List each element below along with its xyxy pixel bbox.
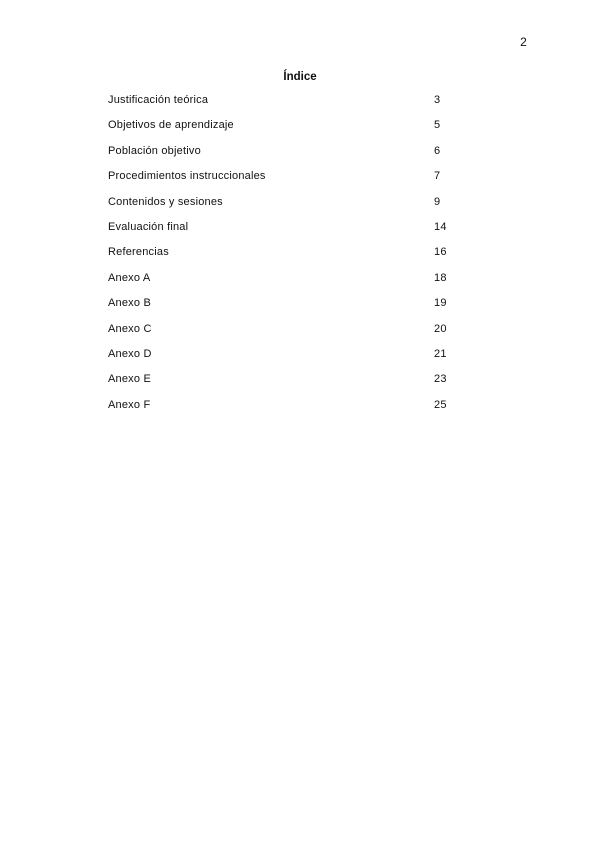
toc-entry-page: 6 bbox=[434, 144, 441, 157]
toc-entry bbox=[108, 323, 468, 348]
toc-entry-label: Justificación teórica bbox=[108, 94, 209, 106]
toc-entry bbox=[108, 399, 468, 424]
toc-entry-label: Contenidos y sesiones bbox=[108, 195, 223, 208]
toc-entry-page: 25 bbox=[434, 398, 447, 411]
toc-entry-label: Anexo C bbox=[108, 322, 152, 335]
toc-entry-label: Anexo B bbox=[108, 297, 151, 310]
toc-entry-label: Anexo F bbox=[108, 398, 151, 411]
toc-entry-page: 23 bbox=[434, 373, 447, 386]
toc-entry-page: 5 bbox=[434, 119, 441, 132]
toc-entry bbox=[108, 119, 468, 144]
toc-entry bbox=[108, 297, 468, 322]
toc-entry-label: Anexo D bbox=[108, 347, 152, 360]
toc-entry-page: 21 bbox=[434, 347, 447, 360]
toc-title: Índice bbox=[283, 71, 317, 83]
toc-entry-label: Anexo A bbox=[108, 271, 151, 284]
toc-entry bbox=[108, 170, 468, 195]
page-number: 2 bbox=[520, 35, 527, 49]
toc-entry-page: 19 bbox=[434, 297, 447, 310]
toc-entry-page: 20 bbox=[434, 322, 447, 335]
toc-entry-page: 3 bbox=[434, 94, 441, 106]
toc-entry-page: 14 bbox=[434, 220, 447, 233]
toc-entry-label: Evaluación final bbox=[108, 220, 189, 233]
toc-entry bbox=[108, 373, 468, 398]
toc-entry-page: 9 bbox=[434, 195, 441, 208]
toc-entry bbox=[108, 196, 468, 221]
toc-entry-page: 16 bbox=[434, 246, 447, 259]
toc-entry-label: Procedimientos instruccionales bbox=[108, 170, 266, 183]
toc-entry-label: Anexo E bbox=[108, 373, 151, 386]
toc-entry bbox=[108, 145, 468, 170]
toc-entry-label: Población objetivo bbox=[108, 144, 201, 157]
toc-entry bbox=[108, 94, 468, 119]
toc-entry bbox=[108, 246, 468, 271]
toc-entry-page: 7 bbox=[434, 170, 441, 183]
table-of-contents bbox=[108, 94, 468, 424]
toc-entry-label: Referencias bbox=[108, 246, 169, 259]
toc-entry-page: 18 bbox=[434, 271, 447, 284]
toc-entry bbox=[108, 272, 468, 297]
toc-entry bbox=[108, 348, 468, 373]
toc-entry-label: Objetivos de aprendizaje bbox=[108, 119, 234, 132]
toc-entry bbox=[108, 221, 468, 246]
